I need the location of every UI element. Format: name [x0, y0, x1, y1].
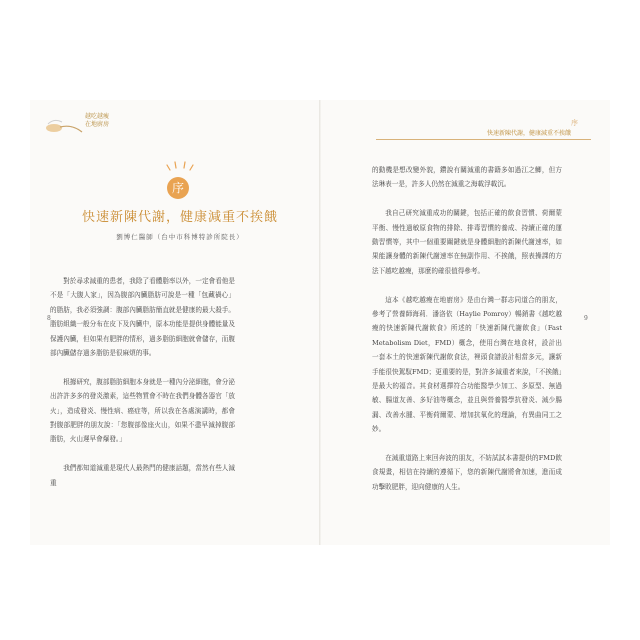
paragraph: 的動機是想改變外貌，鑽說有關減重的書籍多如過江之鯽，但方法琳表一是，許多人仍然在減重之海載浮載沉。: [372, 166, 562, 189]
page-number-left: 8: [47, 315, 51, 322]
brand-name: [85, 113, 109, 129]
brand-line-2: 在地廚房: [85, 121, 110, 128]
paragraph: 我們都知道減重是現代人最熱門的健康話題，當然有些人減重: [50, 464, 235, 487]
page-number-right: 9: [584, 315, 588, 322]
paragraph: 在減重道路上來回奔波的朋友，不妨試試本書提供的FMD飲食規畫，相信在持續的遵循下，您的新陳代謝將會加速，進而成功擊敗肥胖，迎向健康的人生。: [372, 454, 562, 491]
paragraph: 這本《越吃越瘦在地廚房》是由台灣一群志同道合的朋友，參考了營養師海莉．潘洛依（Haylie Pomroy）暢銷書《越吃越瘦的快速新陳代謝飲食》所述的「快速新陳代謝飲食」（Fast Metabolism Diet，FMD）概念，使用台灣在地食材，設計出一套本土的快速新陳代謝飲食法，裡頭食譜設計相當多元，讓新手能很快駕馭FMD；更重要的是，對許多減重者來說，「不挨餓」是最大的福音。其食材選擇符合功能醫學少加工、多原型、無過敏、腸道友善、多好油等概念，並且與營養醫學抗發炎、減少腸漏、改善水腫、平衡荷爾蒙、增加抗氧化的理論，有異曲同工之妙。: [372, 295, 562, 434]
left-page-body: [50, 274, 235, 490]
running-head: 快速新陳代謝，健康減重不挨餓: [487, 130, 572, 137]
chapter-author: 劉博仁醫師（台中市科博特診所院長）: [116, 233, 244, 241]
sun-rays-icon: [166, 160, 194, 174]
chapter-title: 快速新陳代謝，健康減重不挨餓: [81, 210, 278, 225]
running-head-ornament: 序: [571, 119, 578, 127]
header-rule: [376, 139, 591, 140]
chapter-seal: 序: [167, 177, 189, 199]
right-page-body: [372, 163, 562, 494]
paragraph: 我自己研究減重成功的關鍵，包括正確的飲食習慣、荷爾蒙平衡、慢性過敏原食物的排除、排毒習慣的養成、持續正確的運動習慣等，其中一個重要關鍵就是身體細胞的新陳代謝速率，如果能讓身體的新陳代謝速率在無副作用、不挨餓，照表操課的方法下越吃越瘦，那麼的確很值得參考。: [372, 209, 562, 275]
paragraph: 對於尋求減重的患者，我除了看體脂率以外，一定會看他是不是「大腹人家」，因為腹部內臟脂肪可說是一種「包藏禍心」的脂肪，我必須強調：腹部內臟脂肪簡直就是健康的最大殺手。脂肪組織一般分布在皮下及內臟中，原本功能是提供身體能量及保護內臟，但如果有肥胖的情形，過多脂肪細胞就會儲存，而腹部內臟儲存過多脂肪是很麻煩的事。: [50, 277, 235, 358]
paragraph: 根據研究，腹部脂肪細胞本身就是一種內分泌細胞，會分泌出許許多多的發炎激素，這些物質會不時在我們身體各器官「放火」，造成發炎、慢性病、癌症等，所以我在各處演講時，都會對腹部肥胖的朋友說：「您腹部像座火山，如果不盡早減掉腹部脂肪，火山遲早會爆發。」: [50, 377, 235, 444]
brand-line-1: 越吃越瘦: [85, 113, 110, 120]
book-spine: [319, 100, 321, 545]
